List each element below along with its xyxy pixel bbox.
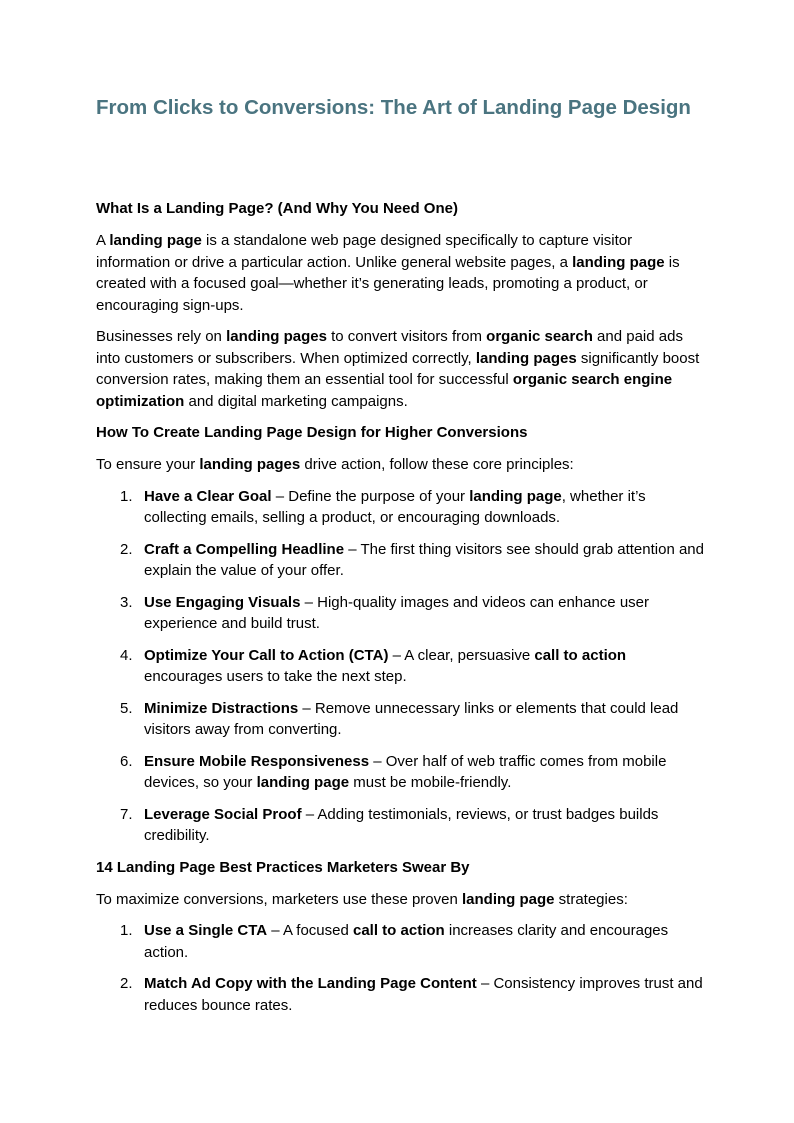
- bold-text: Craft a Compelling Headline: [144, 540, 345, 558]
- bold-text: landing pages: [475, 349, 577, 367]
- text-run: increases clarity and encourages action.: [144, 922, 669, 961]
- bold-text: landing page: [256, 774, 350, 791]
- list-item: [96, 804, 706, 847]
- principles-list: [96, 486, 706, 847]
- bold-text: Use Engaging Visuals: [144, 593, 301, 611]
- bold-text: Leverage Social Proof: [144, 805, 302, 823]
- bold-text: organic search: [486, 328, 593, 345]
- text-run: and paid ads into customers or subscribers. When optimized correctly,: [96, 328, 683, 367]
- bold-text: Match Ad Copy with the Landing Page Content: [144, 975, 477, 992]
- list-item: [96, 592, 706, 635]
- text-run: – Remove unnecessary links or elements that could lead visitors away from converting.: [144, 699, 679, 738]
- text-run: – Over half of web traffic comes from mobile devices, so your: [144, 752, 667, 791]
- section-heading-best-practices: 14 Landing Page Best Practices Marketers Swear By: [96, 858, 470, 876]
- paragraph-definition: [96, 230, 706, 316]
- paragraph-why: [96, 326, 706, 412]
- bold-text: landing page: [461, 890, 555, 908]
- text-run: – Define the purpose of your: [271, 487, 470, 505]
- text-run: – Adding testimonials, reviews, or trust badges builds credibility.: [144, 805, 659, 844]
- bold-text: landing pages: [199, 456, 301, 473]
- bold-text: call to action: [353, 922, 445, 939]
- text-run: Businesses rely on: [96, 328, 227, 345]
- bold-text: landing page: [109, 232, 202, 249]
- text-run: drive action, follow these core principles:: [300, 456, 574, 473]
- bold-text: landing page: [469, 487, 562, 505]
- list-item-number: 4.: [120, 646, 133, 664]
- practices-list: [96, 920, 706, 1016]
- text-run: To maximize conversions, marketers use these proven: [96, 890, 462, 908]
- document-body: [96, 198, 706, 1026]
- section-heading-how-to: How To Create Landing Page Design for Higher Conversions: [96, 424, 528, 441]
- bold-text: call to action: [534, 646, 627, 664]
- bold-text: Use a Single CTA: [144, 922, 268, 939]
- text-run: – A focused: [267, 922, 353, 939]
- list-item: [96, 751, 706, 794]
- bold-text: Have a Clear Goal: [144, 487, 272, 505]
- paragraph-practices-intro: [96, 889, 706, 911]
- list-item-number: 3.: [120, 593, 133, 611]
- list-item: [96, 698, 706, 741]
- text-run: significantly boost conversion rates, making them an essential tool for successful: [96, 349, 700, 388]
- bold-text: Ensure Mobile Responsiveness: [144, 752, 370, 770]
- text-run: strategies:: [554, 890, 628, 908]
- list-item: [96, 539, 706, 582]
- text-run: must be mobile-friendly.: [349, 774, 512, 791]
- text-run: To ensure your: [96, 456, 200, 473]
- text-run: – The first thing visitors see should grab attention and explain the value of your offer.: [144, 540, 704, 579]
- bold-text: landing page: [572, 253, 665, 271]
- list-item-number: 2.: [120, 540, 133, 558]
- bold-text: landing pages: [226, 328, 327, 345]
- text-run: – A clear, persuasive: [388, 646, 535, 664]
- text-run: to convert visitors from: [326, 328, 487, 345]
- list-item-number: 1.: [120, 487, 133, 505]
- section-heading-what-is: What Is a Landing Page? (And Why You Need One): [96, 200, 458, 217]
- bold-text: Optimize Your Call to Action (CTA): [144, 646, 389, 664]
- text-run: is a standalone web page designed specifically to capture visitor information or drive a particular action. Unlike general website pages, a: [96, 232, 633, 271]
- document-title: From Clicks to Conversions: The Art of Landing Page Design: [96, 96, 691, 119]
- list-item-number: 7.: [120, 805, 133, 823]
- list-item: [96, 920, 706, 963]
- paragraph-principles-intro: [96, 454, 706, 476]
- list-item-number: 2.: [120, 975, 133, 992]
- list-item: [96, 645, 706, 688]
- bold-text: organic search engine optimization: [96, 371, 673, 410]
- list-item: [96, 973, 706, 1016]
- list-item-number: 1.: [120, 922, 133, 939]
- list-item-number: 5.: [120, 699, 133, 717]
- text-run: – Consistency improves trust and reduces bounce rates.: [144, 975, 703, 1014]
- text-run: , whether it’s collecting emails, selling a product, or encouraging downloads.: [144, 487, 646, 526]
- text-run: is created with a focused goal—whether it’s generating leads, promoting a product, or encouraging sign-ups.: [96, 253, 680, 314]
- text-run: encourages users to take the next step.: [144, 668, 407, 685]
- text-run: – High-quality images and videos can enhance user experience and build trust.: [144, 593, 649, 632]
- text-run: and digital marketing campaigns.: [184, 392, 408, 410]
- list-item: [96, 486, 706, 529]
- text-run: A: [96, 232, 110, 249]
- bold-text: Minimize Distractions: [144, 699, 299, 717]
- list-item-number: 6.: [120, 752, 133, 770]
